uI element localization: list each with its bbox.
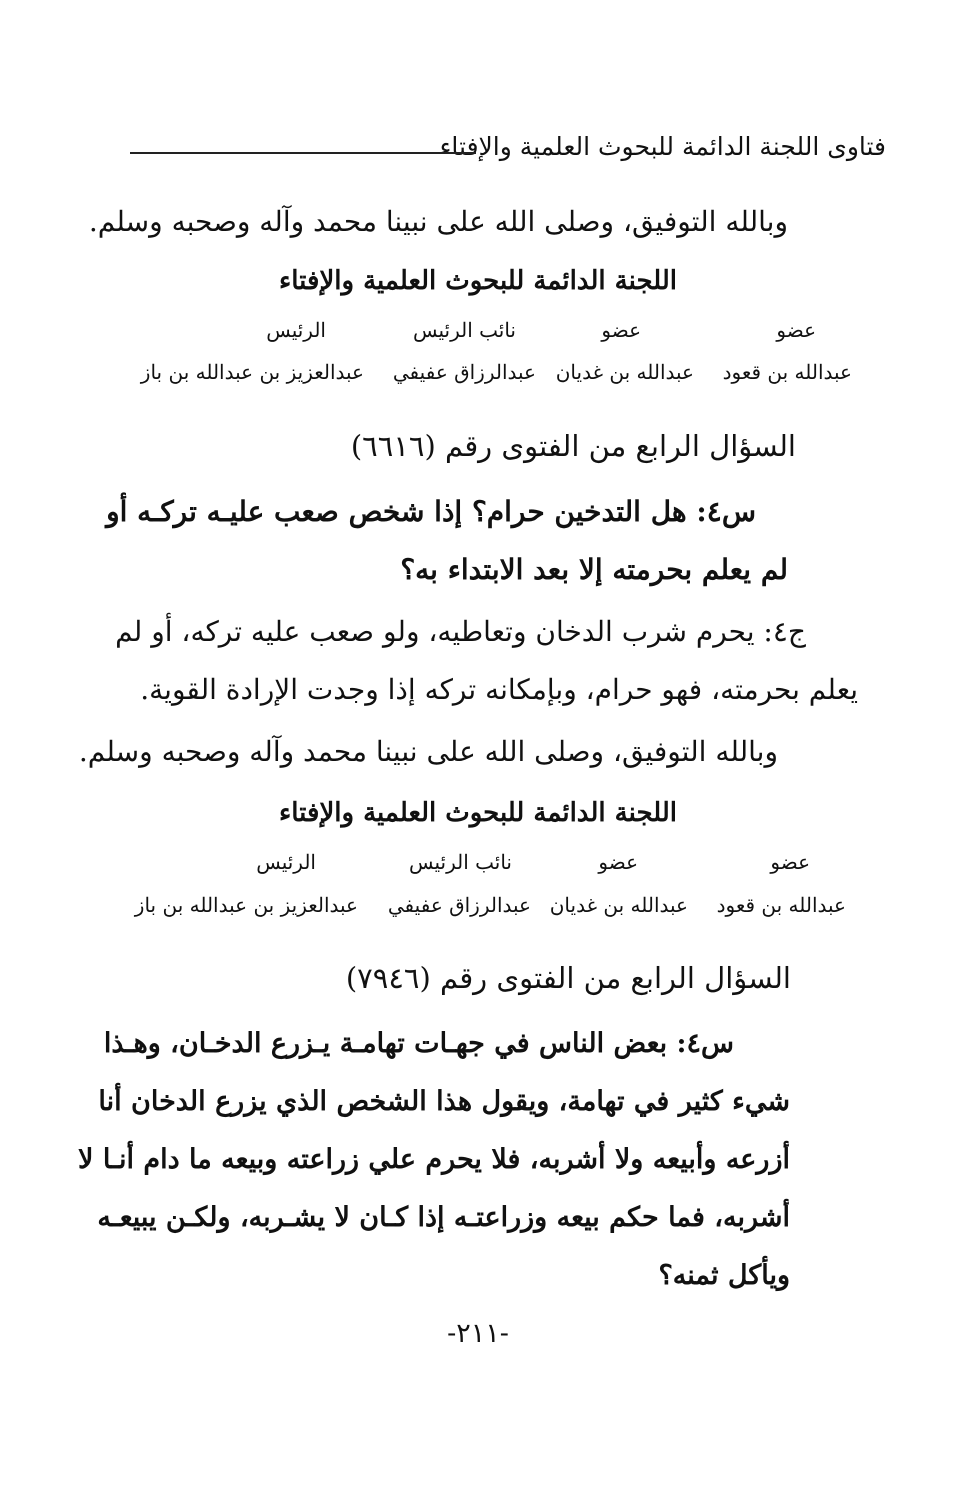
member-name: عبدالعزيز بن عبدالله بن باز <box>140 360 364 384</box>
question-line: س٤: بعض الناس في جهـات تهامـة يـزرع الدخـان، وهـذا <box>103 1028 734 1059</box>
member-name: عبدالله بن قعود <box>716 893 846 917</box>
answer-line: يعلم بحرمته، فهو حرام، وبإمكانه تركه إذا وجدت الإرادة القوية. <box>140 673 858 706</box>
role-label: نائب الرئيس <box>412 318 516 342</box>
member-name: عبدالله بن غديان <box>549 893 688 917</box>
fatwa-heading: السؤال الرابع من الفتوى رقم (٦٦١٦) <box>350 429 796 463</box>
page-number: -٢١١- <box>447 1318 509 1349</box>
question-line: شيء كثير في تهامة، ويقول هذا الشخص الذي يزرع الدخان أنا <box>98 1086 790 1117</box>
role-label: الرئيس <box>266 318 326 342</box>
running-header <box>130 132 886 172</box>
header-title: فتاوى اللجنة الدائمة للبحوث العلمية والإفتاء <box>439 132 886 161</box>
committee-name: اللجنة الدائمة للبحوث العلمية والإفتاء <box>279 798 677 828</box>
committee-roles-row <box>0 850 956 876</box>
committee-name: اللجنة الدائمة للبحوث العلمية والإفتاء <box>279 266 677 296</box>
closing-text: وبالله التوفيق، وصلى الله على نبينا محمد وآله وصحبه وسلم. <box>88 205 788 238</box>
committee-members-row <box>0 893 956 919</box>
member-name: عبدالله بن غديان <box>555 360 694 384</box>
fatwa-heading: السؤال الرابع من الفتوى رقم (٧٩٤٦) <box>345 961 791 995</box>
committee-members-row <box>0 360 956 386</box>
header-rule <box>130 152 476 154</box>
member-name: عبدالعزيز بن عبدالله بن باز <box>134 893 358 917</box>
question-line: أزرعه وأبيعه ولا أشربه، فلا يحرم علي زراعته وبيعه ما دام أنـا لا <box>78 1144 790 1175</box>
question-line: س٤: هل التدخين حرام؟ إذا شخص صعب عليـه تركـه أو <box>106 495 756 528</box>
member-name: عبدالله بن قعود <box>722 360 852 384</box>
role-label: نائب الرئيس <box>408 850 512 874</box>
member-name: عبدالرزاق عفيفي <box>392 360 536 384</box>
role-label: عضو <box>598 850 638 874</box>
answer-line: ج٤: يحرم شرب الدخان وتعاطيه، ولو صعب عليه تركه، أو لم <box>115 615 806 648</box>
question-line: ويأكل ثمنه؟ <box>658 1260 790 1291</box>
question-line: لم يعلم بحرمته إلا بعد الابتداء به؟ <box>400 553 788 586</box>
role-label: عضو <box>601 318 641 342</box>
member-name: عبدالرزاق عفيفي <box>387 893 531 917</box>
role-label: عضو <box>770 850 810 874</box>
question-line: أشربه، فما حكم بيعه وزراعتـه إذا كـان لا يشـربه، ولكـن يبيعـه <box>97 1202 790 1233</box>
closing-text: وبالله التوفيق، وصلى الله على نبينا محمد وآله وصحبه وسلم. <box>78 735 778 768</box>
role-label: الرئيس <box>256 850 316 874</box>
role-label: عضو <box>776 318 816 342</box>
committee-roles-row <box>0 318 956 344</box>
